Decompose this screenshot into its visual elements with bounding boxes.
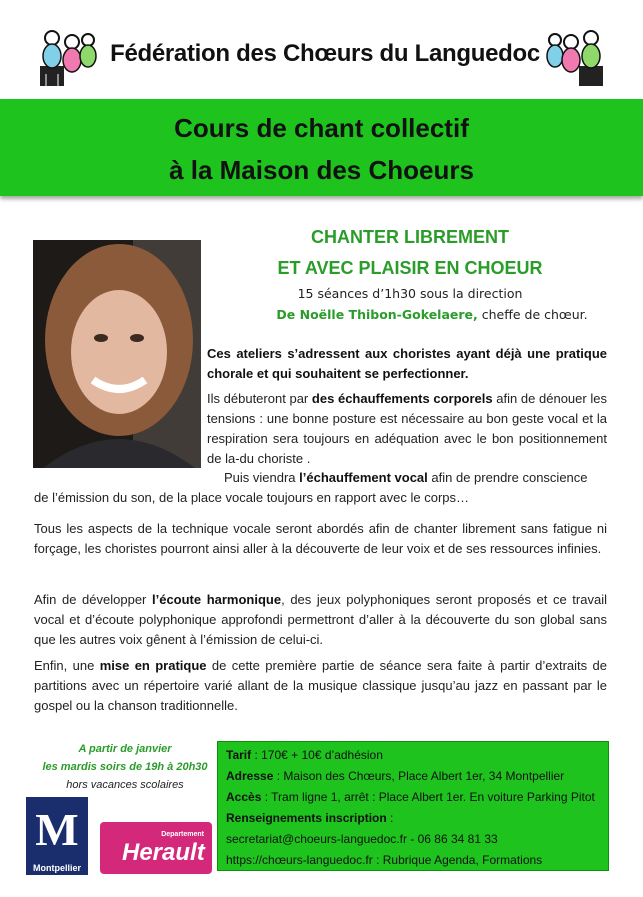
renseignements-colon: : <box>386 811 394 825</box>
info-box <box>217 741 609 871</box>
schedule-start: A partir de janvier <box>78 743 172 755</box>
header <box>0 0 643 98</box>
paragraph-harmonic <box>34 590 607 650</box>
herault-logo <box>100 822 212 874</box>
p6-end: de cette première partie de séance sera faite à partir d’extraits de partitions avec un répertoire varié allant de la musique classique jusqu’au jazz en passant par le gospel ou la chanson traditionnelle. <box>34 658 607 713</box>
paragraph-vocal-line1 <box>224 468 607 488</box>
p3-mid: afin de prendre conscience <box>431 470 588 485</box>
p6-bold: mise en pratique <box>99 658 207 673</box>
organization-name: Fédération des Chœurs du Languedoc <box>110 40 540 67</box>
p2-start: Ils débuteront par <box>207 391 309 406</box>
tarif-value: : 170€ + 10€ d’adhésion <box>251 748 383 762</box>
tarif-label: Tarif <box>226 748 252 762</box>
info-adresse <box>226 766 600 787</box>
p3-start: Puis viendra <box>224 470 296 485</box>
director-photo <box>33 240 201 468</box>
renseignements-label: Renseignements inscription <box>226 811 387 825</box>
paragraph-warmup-body <box>207 389 607 469</box>
sessions-text: 15 séances d’1h30 sous la direction <box>297 286 523 301</box>
info-acces <box>226 787 600 808</box>
intro-heading-line1: CHANTER LIBREMENT <box>311 227 509 247</box>
choir-singers-icon <box>38 26 100 88</box>
info-renseignements <box>226 808 600 829</box>
herault-dept-label: Departement <box>161 831 204 838</box>
p5-bold: l’écoute harmonique <box>151 592 282 607</box>
director-name: De Noëlle Thibon-Gokelaere, <box>276 307 478 322</box>
adresse-label: Adresse <box>226 769 274 783</box>
p5-start: Afin de développer <box>34 592 147 607</box>
intro-heading-line2: ET AVEC PLAISIR EN CHOEUR <box>277 258 543 278</box>
info-tarif <box>226 745 600 766</box>
herault-name: Herault <box>122 839 205 866</box>
title-banner <box>0 99 643 196</box>
banner-title-line1: Cours de chant collectif <box>174 113 469 143</box>
director-line <box>252 307 612 322</box>
banner-title-line2: à la Maison des Choeurs <box>169 155 474 185</box>
montpellier-label: Montpellier <box>32 863 81 873</box>
portrait-image <box>33 240 201 468</box>
p6-start: Enfin, une <box>34 658 95 673</box>
p5-end: , des jeux polyphoniques seront proposés et ce travail vocal et d’écoute polyphonique approfondi permettront d’aller à la découverte du son global sans que les autres voix gênent à l’émission de celui-ci. <box>34 592 607 647</box>
schedule-holidays: hors vacances scolaires <box>66 779 184 791</box>
adresse-value: : Maison des Chœurs, Place Albert 1er, 34 Montpellier <box>273 769 565 783</box>
paragraph-vocal-line2: de l’émission du son, de la place vocale toujours en rapport avec le corps… <box>34 490 470 505</box>
info-website: https://chœurs-languedoc.fr : Rubrique Agenda, Formations <box>226 853 543 867</box>
acces-label: Accès <box>226 790 262 804</box>
acces-value: : Tram ligne 1, arrêt : Place Albert 1er. En voiture Parking Pitot <box>261 790 595 804</box>
p2-bold: des échauffements corporels <box>311 391 493 406</box>
montpellier-letter: M <box>35 804 79 855</box>
intro-text: Ces ateliers s’adressent aux choristes ayant déjà une pratique chorale et qui souhaitent se perfectionner. <box>207 346 607 381</box>
director-role: cheffe de chœur. <box>481 307 588 322</box>
choir-singers-icon <box>543 26 605 88</box>
paragraph-technique: Tous les aspects de la technique vocale seront abordés afin de chanter librement sans fatigue ni forçage, les choristes pourront ainsi aller à la découverte de leur voix et de ses ressources infinies. <box>34 521 607 556</box>
schedule-time: les mardis soirs de 19h à 20h30 <box>42 761 208 773</box>
p3-bold: l’échauffement vocal <box>299 470 428 485</box>
intro-paragraph <box>207 344 607 384</box>
info-email-phone: secretariat@choeurs-languedoc.fr - 06 86 34 81 33 <box>226 832 498 846</box>
montpellier-logo <box>26 797 88 875</box>
schedule <box>30 740 220 794</box>
paragraph-practice <box>34 656 607 716</box>
p2-end: afin de dénouer les tensions : une bonne posture est nécessaire au bon geste vocal et la respiration sera toujours en adéquation avec le bon positionnement de la-du choriste . <box>207 391 607 466</box>
